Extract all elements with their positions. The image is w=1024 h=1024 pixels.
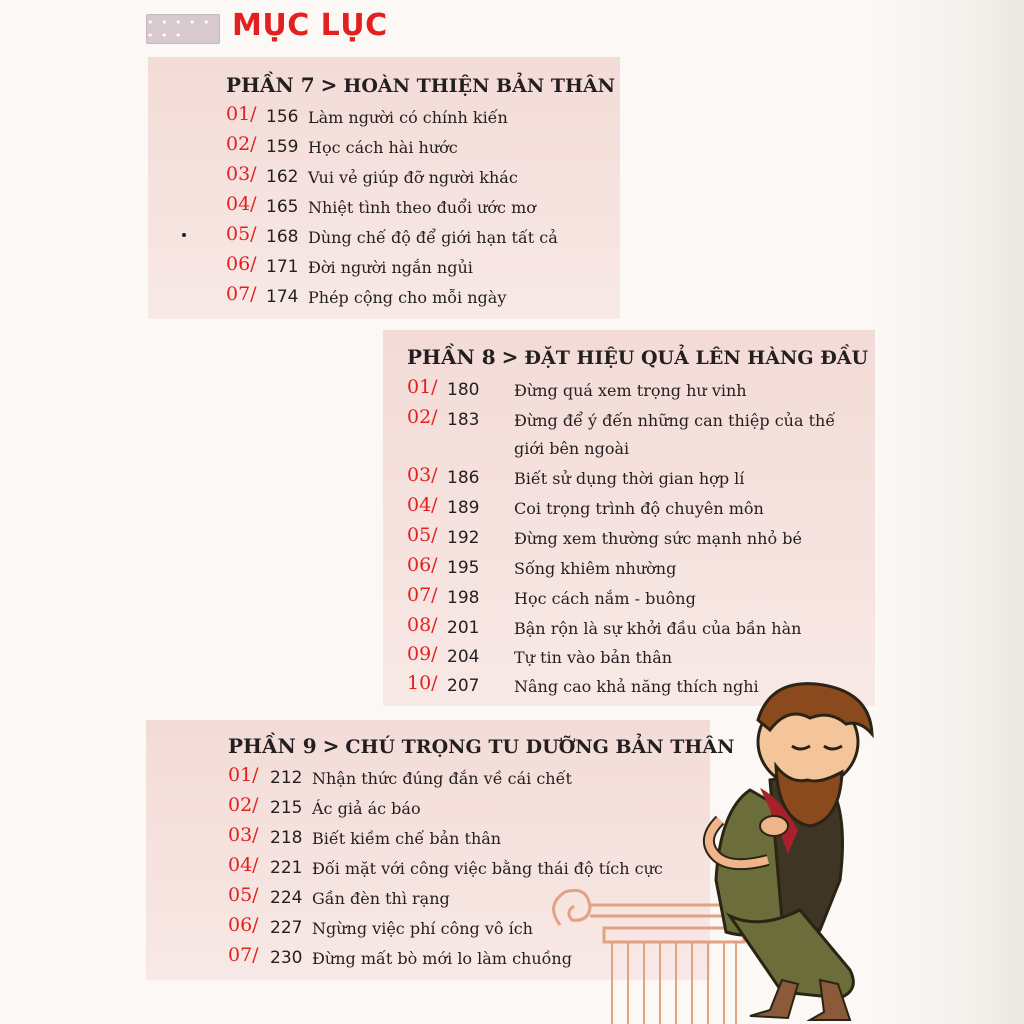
entry-number: 03/: [407, 464, 438, 486]
entry-title: Đời người ngắn ngủi: [308, 258, 473, 277]
entry-page: 162: [266, 167, 299, 187]
entry-page: 201: [447, 618, 480, 638]
entry-page: 168: [266, 227, 299, 247]
entry-number: 07/: [407, 584, 438, 606]
entry-page: 227: [270, 918, 303, 938]
entry-title: Vui vẻ giúp đỡ người khác: [308, 168, 518, 187]
entry-title: Nâng cao khả năng thích nghi: [514, 677, 759, 696]
entry-page: 186: [447, 468, 480, 488]
entry-number: 05/: [226, 223, 257, 245]
entry-page: 165: [266, 197, 299, 217]
entry-page: 189: [447, 498, 480, 518]
entry-number: 08/: [407, 614, 438, 636]
entry-page: 192: [447, 528, 480, 548]
section-title: HOÀN THIỆN BẢN THÂN: [343, 75, 616, 97]
entry-number: 01/: [407, 376, 438, 398]
entry-number: 04/: [407, 494, 438, 516]
entry-number: 07/: [228, 944, 259, 966]
entry-title: Ác giả ác báo: [312, 799, 421, 818]
entry-title: Nhiệt tình theo đuổi ước mơ: [308, 198, 536, 217]
section-part-8: [383, 330, 875, 706]
page-title: MỤC LỤC: [232, 8, 388, 43]
entry-page: 230: [270, 948, 303, 968]
entry-title: Đừng mất bò mới lo làm chuồng: [312, 949, 572, 968]
entry-page: 195: [447, 558, 480, 578]
entry-number: 03/: [226, 163, 257, 185]
entry-number: 02/: [228, 794, 259, 816]
entry-number: 09/: [407, 643, 438, 665]
entry-page: 207: [447, 676, 480, 696]
entry-number: 06/: [228, 914, 259, 936]
part-label: PHẦN 7: [226, 73, 315, 97]
entry-title: Học cách hài hước: [308, 138, 458, 157]
entry-number: 02/: [407, 406, 438, 428]
entry-page: 156: [266, 107, 299, 127]
entry-page: 212: [270, 768, 303, 788]
entry-number: 06/: [226, 253, 257, 275]
entry-number: 10/: [407, 672, 438, 694]
header-decoration-bar: [146, 14, 220, 44]
entry-number: 06/: [407, 554, 438, 576]
philosopher-illustration: [520, 680, 890, 1024]
entry-number: 04/: [226, 193, 257, 215]
entry-page: 180: [447, 380, 480, 400]
entry-number: 01/: [226, 103, 257, 125]
entry-title: Đừng để ý đến những can thiệp của thế: [514, 411, 836, 430]
entry-page: 183: [447, 410, 480, 430]
entry-page: 174: [266, 287, 299, 307]
print-speck: [182, 233, 186, 237]
entry-page: 159: [266, 137, 299, 157]
section-title: CHÚ TRỌNG TU DƯỠNG BẢN THÂN: [345, 736, 735, 758]
entry-title: Đừng quá xem trọng hư vinh: [514, 381, 747, 400]
part-label: PHẦN 8: [407, 345, 496, 369]
entry-page: 218: [270, 828, 303, 848]
entry-title: Phép cộng cho mỗi ngày: [308, 288, 507, 307]
part-label: PHẦN 9: [228, 734, 317, 758]
entry-page: 171: [266, 257, 299, 277]
entry-number: 07/: [226, 283, 257, 305]
entry-number: 05/: [407, 524, 438, 546]
entry-title: Nhận thức đúng đắn về cái chết: [312, 769, 572, 788]
entry-number: 04/: [228, 854, 259, 876]
chevron-right-icon: >: [501, 345, 519, 369]
entry-title: Biết kiềm chế bản thân: [312, 829, 502, 848]
entry-title: Học cách nắm - buông: [514, 589, 696, 608]
entry-title: Làm người có chính kiến: [308, 108, 508, 127]
page-edge-shade: [874, 0, 1024, 1024]
header-dots: • • • • • • • •: [147, 16, 212, 42]
section-heading: [407, 345, 868, 369]
entry-page: 215: [270, 798, 303, 818]
entry-title: Sống khiêm nhường: [514, 559, 677, 578]
chevron-right-icon: >: [322, 734, 340, 758]
entry-title: Đừng xem thường sức mạnh nhỏ bé: [514, 529, 802, 548]
entry-number: 03/: [228, 824, 259, 846]
philosopher-figure: [709, 684, 872, 1020]
entry-title: Coi trọng trình độ chuyên môn: [514, 499, 764, 518]
entry-title: Biết sử dụng thời gian hợp lí: [514, 469, 745, 488]
entry-number: 05/: [228, 884, 259, 906]
entry-number: 01/: [228, 764, 259, 786]
entry-page: 204: [447, 647, 480, 667]
entry-title: Tự tin vào bản thân: [514, 648, 673, 667]
section-title: ĐẶT HIỆU QUẢ LÊN HÀNG ĐẦU: [524, 347, 869, 369]
entry-number: 02/: [226, 133, 257, 155]
entry-title: Gần đèn thì rạng: [312, 889, 450, 908]
entry-title: Dùng chế độ để giới hạn tất cả: [308, 228, 558, 247]
entry-title: Bận rộn là sự khởi đầu của bần hàn: [514, 619, 802, 638]
entry-page: 221: [270, 858, 303, 878]
entry-title-continued: giới bên ngoài: [514, 439, 630, 458]
section-part-7: [148, 57, 620, 319]
entry-page: 224: [270, 888, 303, 908]
section-heading: [226, 73, 615, 97]
entry-title: Đối mặt với công việc bằng thái độ tích cực: [312, 859, 663, 878]
entry-title: Ngừng việc phí công vô ích: [312, 919, 533, 938]
entry-page: 198: [447, 588, 480, 608]
chevron-right-icon: >: [320, 73, 338, 97]
